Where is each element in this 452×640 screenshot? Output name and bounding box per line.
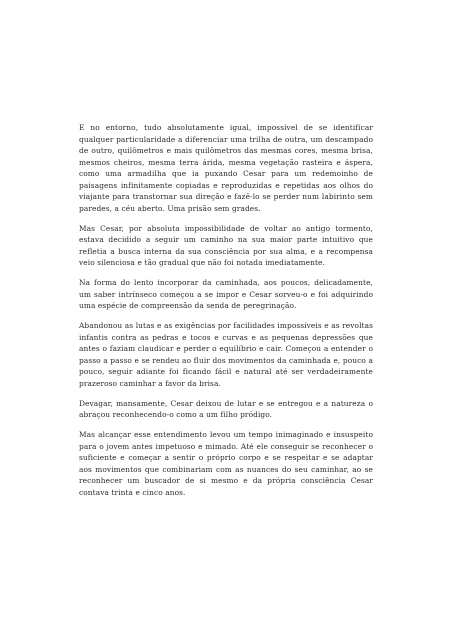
paragraph-5: Devagar, mansamente, Cesar deixou de lutar e se entregou e a natureza o abraçou reconhecendo-o como a um filho pródigo. — [79, 398, 373, 419]
paragraph-6: Mas alcançar esse entendimento levou um tempo inimaginado e insuspeito para o jovem antes impetuoso e mimado. Até ele conseguir se reconhecer o suficiente e começar a sentir o próprio corpo e se respeitar e se adaptar aos movimentos que combinariam com as nuances do seu caminhar, ao se reconhecer um buscador de si mesmo e da própria consciência Cesar contava trinta e cinco anos. — [79, 430, 373, 497]
paragraph-4: Abandonou as lutas e as exigências por facilidades impossíveis e as revoltas infantis contra as pedras e tocos e curvas e as pequenas depressões que antes o faziam claudicar e perder o equilíbrio e cair. Começou a entender o passo a passo e se rendeu ao fluir dos movimentos da caminhada e, pouco a pouco, seguir adiante foi ficando fácil e natural até ser verdadeiramente prazeroso caminhar a favor da brisa. — [79, 321, 373, 388]
paragraph-1: E no entorno, tudo absolutamente igual, impossível de se identificar qualquer particularidade a diferenciar uma trilha de outra, um descampado de outro, quilômetros e mais quilômetros das mesmas cores, mesma brisa, mesmos cheiros, mesma terra árida, mesma vegetação rasteira e áspera, como uma armadilha que ia puxando Cesar para um redemoinho de paisagens infinitamente copiadas e reproduzidas e repetidas aos olhos do viajante para transtornar sua direção e fazê-lo se perder num labirinto sem paredes, a céu aberto. Uma prisão sem grades. — [79, 123, 373, 213]
body-text — [79, 122, 373, 507]
paragraph-3: Na forma do lento incorporar da caminhada, aos poucos, delicadamente, um saber intrínseco começou a se impor e Cesar sorveu-o e foi adquirindo uma espécie de compreensão da senda de peregrinação. — [79, 278, 373, 310]
paragraph-2: Mas Cesar, por absoluta impossibilidade de voltar ao antigo tormento, estava decidido a seguir um caminho na sua maior parte intuitivo que refletia a busca interna da sua consciência por sua alma, e a recompensa veio silenciosa e tão gradual que não foi notada imediatamente. — [79, 223, 373, 267]
